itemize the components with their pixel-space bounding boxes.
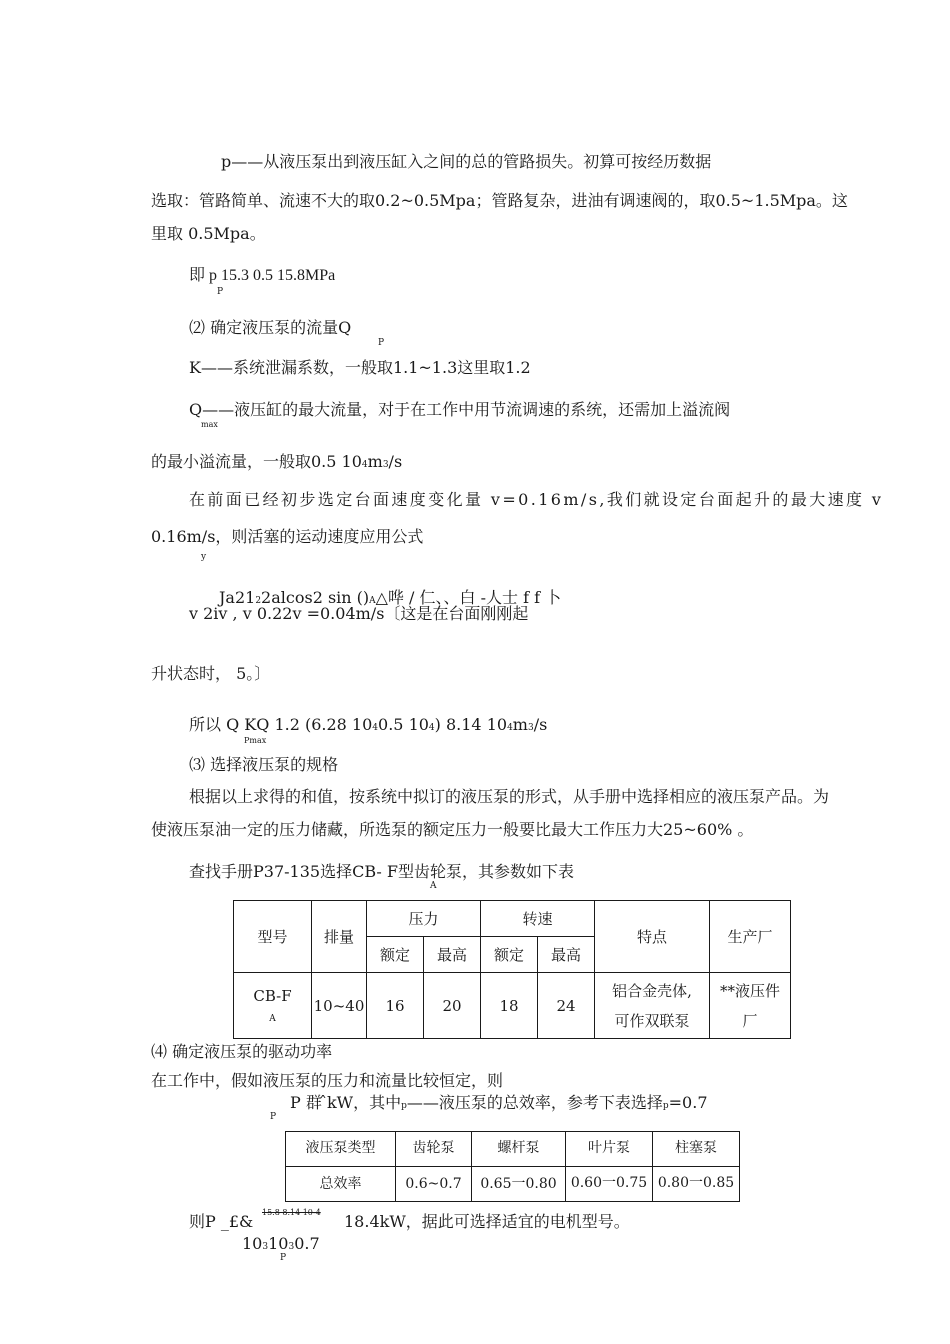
equation-pump-flow: 所以 Q KQ 1.2 (6.28 1040.5 104) 8.14 104m3/s — [189, 715, 548, 734]
paragraph-lift-state: 升状态时， 5。〕 — [151, 664, 271, 683]
header-speed-rated: 额定 — [481, 937, 538, 973]
header-feature: 特点 — [595, 901, 710, 973]
header-speed: 转速 — [481, 901, 595, 937]
paragraph-piston-speed: 0.16m/s，则活塞的运动速度应用公式 — [151, 527, 424, 546]
cell-speed-rated: 18 — [481, 973, 538, 1039]
header-pump-type: 液压泵类型 — [286, 1132, 396, 1167]
subscript-y: y — [201, 552, 207, 562]
paragraph-pipe-loss: p——从液压泵出到液压缸入之间的总的管路损失。初算可按经历数据 — [221, 152, 712, 171]
heading-pump-spec: ⑶ 选择液压泵的规格 — [189, 755, 339, 774]
header-screw-pump: 螺杆泵 — [472, 1132, 566, 1167]
subscript-p: P — [270, 1112, 277, 1122]
cell-pressure-rated: 16 — [367, 973, 424, 1039]
equation-power-result: 则P _£& — [189, 1212, 254, 1231]
header-maker: 生产厂 — [710, 901, 791, 973]
fraction-numerator: 15.8 8.14 10-4 — [262, 1208, 321, 1217]
cell-displacement: 10~40 — [312, 973, 367, 1039]
paragraph-take-value: 里取 0.5Mpa。 — [151, 224, 266, 243]
paragraph-max-flow: Q——液压缸的最大流量，对于在工作中用节流调速的系统，还需加上溢流阀 — [189, 400, 731, 419]
paragraph-speed-setting: 在前面已经初步选定台面速度变化量 v=0.16m/s,我们就设定台面起升的最大速度 v — [189, 490, 884, 509]
header-pressure: 压力 — [367, 901, 481, 937]
paragraph-manual-lookup: 查找手册P37-135选择CB- F型齿轮泵，其参数如下表 — [189, 862, 574, 881]
cell-piston-efficiency: 0.80一0.85 — [653, 1167, 740, 1202]
equation-pump-pressure: 即 p 15.3 0.5 15.8MPa — [189, 267, 336, 284]
equation-piston-speed: v 2iv , v 0.22v =0.04m/s〔这是在台面刚刚起 — [189, 604, 529, 623]
garbled-formula: Ja2122alcos2 sin ()A△哗 / 仁、、白 -人士 f f 卜 — [219, 588, 562, 607]
header-model: 型号 — [234, 901, 312, 973]
cell-speed-max: 24 — [538, 973, 595, 1039]
fraction-denominator: 1031030.7 — [242, 1234, 320, 1253]
header-gear-pump: 齿轮泵 — [396, 1132, 472, 1167]
paragraph-select-pump: 根据以上求得的和值，按系统中拟订的液压泵的形式，从手册中选择相应的液压泵产品。为 — [189, 787, 830, 806]
pump-efficiency-table — [285, 1131, 740, 1202]
cell-feature: 铝合金壳体, 可作双联泵 — [595, 973, 710, 1039]
cell-vane-efficiency: 0.60一0.75 — [566, 1167, 653, 1202]
header-pressure-max: 最高 — [424, 937, 481, 973]
paragraph-pressure-reserve: 使液压泵油一定的压力储藏，所选泵的额定压力一般要比最大工作压力大25~60% 。 — [151, 820, 754, 839]
cell-pressure-max: 20 — [424, 973, 481, 1039]
paragraph-constant-flow: 在工作中，假如液压泵的压力和流量比较恒定，则 — [151, 1071, 504, 1090]
header-vane-pump: 叶片泵 — [566, 1132, 653, 1167]
paragraph-min-overflow: 的最小溢流量，一般取0.5 104m3/s — [151, 452, 403, 471]
cell-gear-efficiency: 0.6~0.7 — [396, 1167, 472, 1202]
subscript-p: P — [280, 1253, 287, 1263]
cell-total-efficiency-label: 总效率 — [286, 1167, 396, 1202]
cell-maker: **液压件 厂 — [710, 973, 791, 1039]
paragraph-selection: 选取：管路简单、流速不大的取0.2~0.5Mpa；管路复杂，进油有调速阀的，取0.5~1.5Mpa。这 — [151, 191, 848, 210]
header-speed-max: 最高 — [538, 937, 595, 973]
heading-drive-power: ⑷ 确定液压泵的驱动功率 — [151, 1042, 333, 1061]
cell-screw-efficiency: 0.65一0.80 — [472, 1167, 566, 1202]
header-pressure-rated: 额定 — [367, 937, 424, 973]
paragraph-leak-coefficient: K——系统泄漏系数，一般取1.1~1.3这里取1.2 — [189, 358, 531, 377]
header-displacement: 排量 — [312, 901, 367, 973]
subscript-max: max — [201, 420, 218, 429]
subscript-a: A — [430, 881, 437, 891]
equation-power-note: P 群 ̂kW，其中p——液压泵的总效率，参考下表选择p=0.7 — [290, 1093, 708, 1112]
subscript-p: P — [217, 287, 224, 297]
cell-model: CB-F A — [234, 973, 312, 1039]
gear-pump-parameter-table — [233, 900, 791, 1039]
header-piston-pump: 柱塞泵 — [653, 1132, 740, 1167]
power-conclusion: 18.4kW，据此可选择适宜的电机型号。 — [344, 1212, 630, 1231]
heading-pump-flow: ⑵ 确定液压泵的流量Q — [189, 318, 352, 337]
subscript-pmax: Pmax — [244, 736, 267, 745]
subscript-p: P — [378, 338, 385, 348]
